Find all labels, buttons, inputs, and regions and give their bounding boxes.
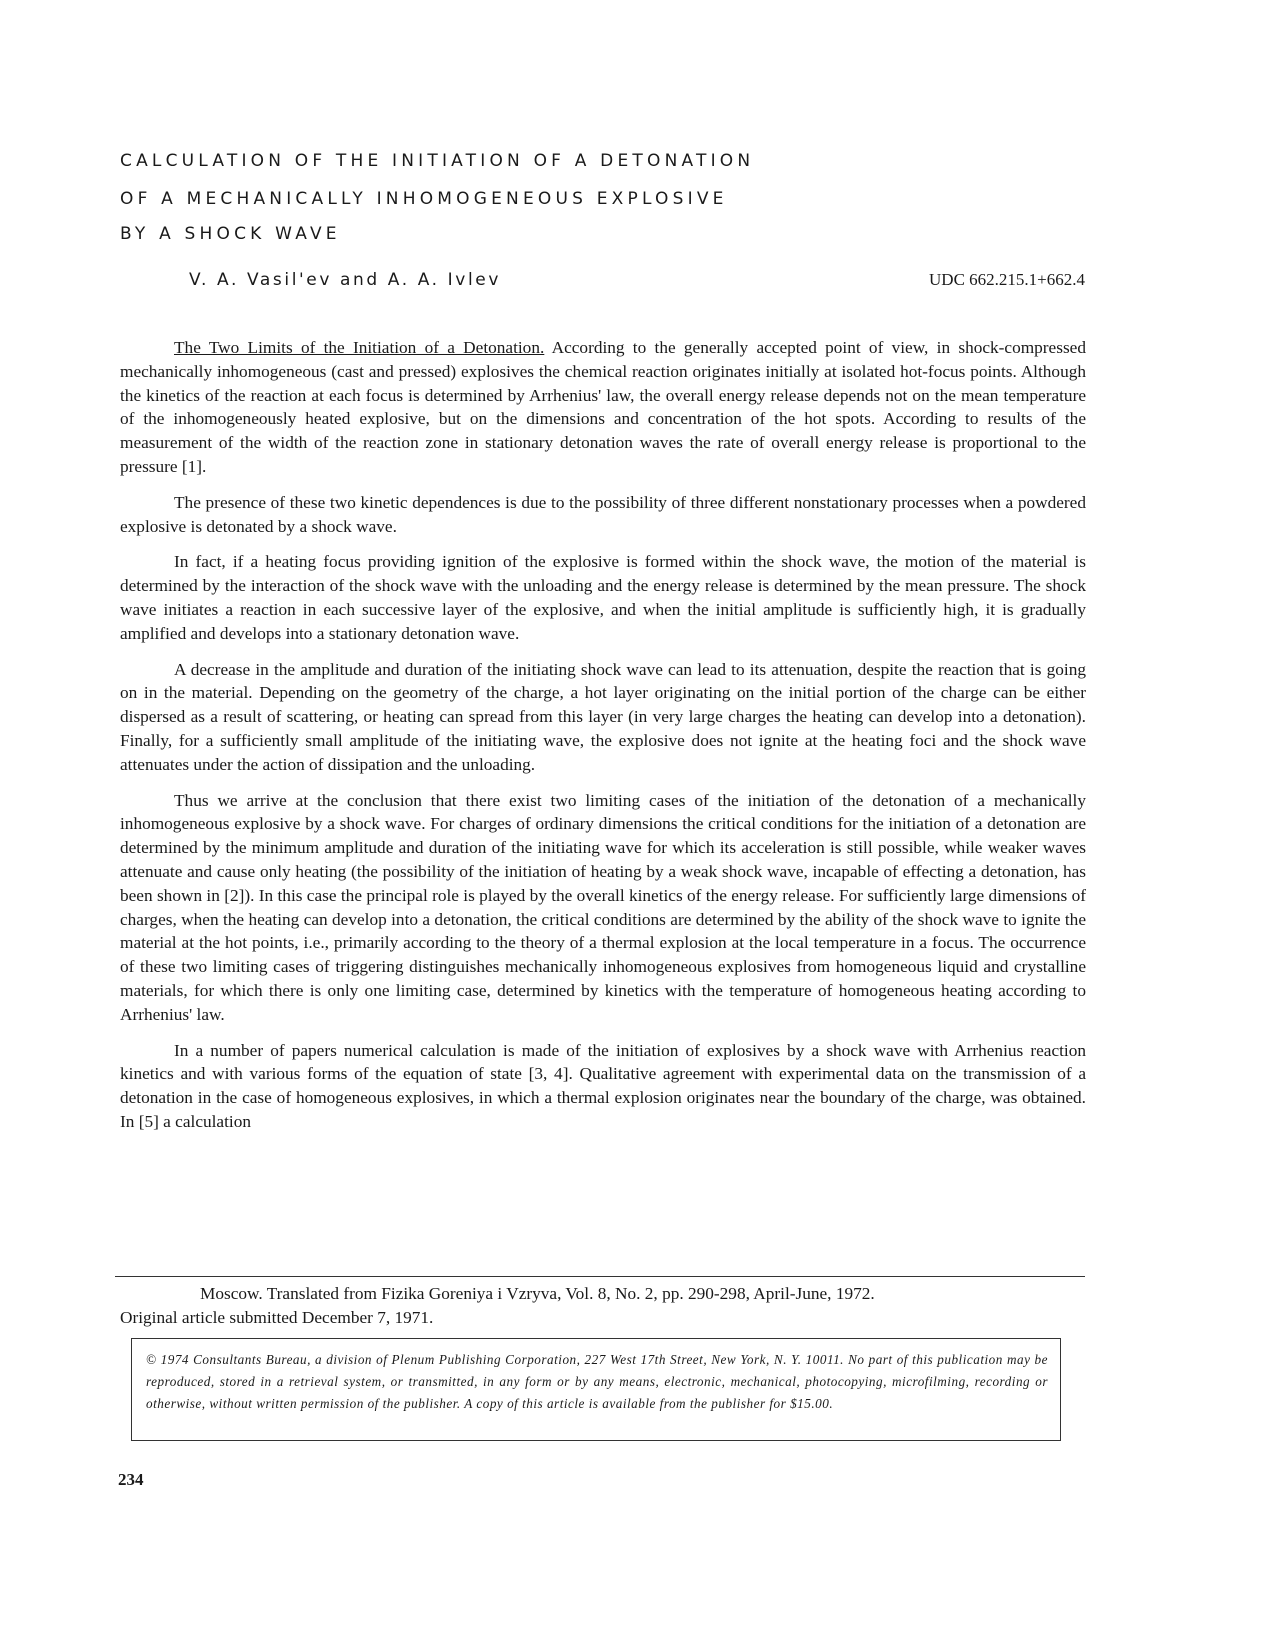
paragraph-6: In a number of papers numerical calculation is made of the initiation of explosives by a shock wave with Arrhenius reaction kinetics and with various forms of the equation of state [3, 4]. Qualitative agreement with experimental data on the transmission of a detonation in the case of homogeneous explosives, in which a thermal explosion originates near the boundary of the charge, was obtained. In [5] a calculation bbox=[120, 1040, 1086, 1131]
title-line-3: BY A SHOCK WAVE bbox=[120, 224, 341, 244]
paragraph-3: In fact, if a heating focus providing ignition of the explosive is formed within the shock wave, the motion of the material is determined by the interaction of the shock wave with the unloading and the energy release is determined by the mean pressure. The shock wave initiates a reaction in each successive layer of the explosive, and when the initial amplitude is sufficiently high, it is gradually amplified and develops into a stationary detonation wave. bbox=[120, 552, 1086, 643]
udc-code: UDC 662.215.1+662.4 bbox=[929, 270, 1085, 289]
copyright-notice: © 1974 Consultants Bureau, a division of Plenum Publishing Corporation, 227 West 17th Street, New York, N. Y. 10011. No part of this publication may be reproduced, stored in a retrieval system, or transmitted, in any form or by any means, electronic, mechanical, photocopying, microfilming, recording or otherwise, without written permission of the publisher. A copy of this article is available from the publisher for $15.00. bbox=[131, 1338, 1061, 1441]
paragraph-5: Thus we arrive at the conclusion that there exist two limiting cases of the initiation of the detonation of a mechanically inhomogeneous explosive by a shock wave. For charges of ordinary dimensions the critical conditions for the initiation of a detonation are determined by the minimum amplitude and duration of the initiating wave for which its acceleration is still possible, while weaker waves attenuate and cause only heating (the possibility of the initiation of heating by a weak shock wave, incapable of effecting a detonation, has been shown in [2]). In this case the principal role is played by the overall kinetics of the energy release. For sufficiently large dimensions of charges, when the heating can develop into a detonation, the critical conditions are determined by the ability of the shock wave to ignite the material at the hot points, i.e., primarily according to the theory of a thermal explosion at the local temperature in a focus. The occurrence of these two limiting cases of triggering distinguishes mechanically inhomogeneous explosives from homogeneous liquid and crystalline materials, for which there is only one limiting case, determined by kinetics with the temperature of homogeneous heating according to Arrhenius' law. bbox=[120, 790, 1086, 1024]
paragraph-2: The presence of these two kinetic dependences is due to the possibility of three different nonstationary processes when a powdered explosive is detonated by a shock wave. bbox=[120, 492, 1086, 536]
title-line-1: CALCULATION OF THE INITIATION OF A DETONATION bbox=[120, 151, 755, 171]
section-heading: The Two Limits of the Initiation of a Detonation. bbox=[174, 338, 545, 357]
article-body bbox=[120, 336, 1086, 1146]
footnote bbox=[120, 1282, 1086, 1329]
footnote-rule bbox=[115, 1276, 1085, 1277]
paragraph-1 bbox=[120, 336, 1086, 479]
paragraph-4: A decrease in the amplitude and duration of the initiating shock wave can lead to its attenuation, despite the reaction that is going on in the material. Depending on the geometry of the charge, a hot layer originating on the initial portion of the charge can be either dispersed as a result of scattering, or heating can spread from this layer (in very large charges the heating can develop into a detonation). Finally, for a sufficiently small amplitude of the initiating wave, the explosive does not ignite at the heating foci and the shock wave attenuates under the action of dissipation and the unloading. bbox=[120, 659, 1086, 774]
authors: V. A. Vasil'ev and A. A. Ivlev bbox=[189, 270, 501, 290]
footnote-line-1: Moscow. Translated from Fizika Goreniya i Vzryva, Vol. 8, No. 2, pp. 290-298, April-June, 1972. bbox=[200, 1284, 875, 1303]
paragraph-1-text: According to the generally accepted point of view, in shock-compressed mechanically inhomogeneous (cast and pressed) explosives the chemical reaction originates initially at isolated hot-focus points. Although the kinetics of the reaction at each focus is determined by Arrhenius' law, the overall energy release depends not on the mean temperature of the inhomogeneously heated explosive, but on the dimensions and concentration of the hot spots. According to results of the measurement of the width of the reaction zone in stationary detonation waves the rate of overall energy release is proportional to the pressure [1]. bbox=[120, 338, 1086, 476]
page-number: 234 bbox=[118, 1470, 144, 1489]
footnote-line-2: Original article submitted December 7, 1971. bbox=[120, 1307, 434, 1327]
title-line-2: OF A MECHANICALLY INHOMOGENEOUS EXPLOSIVE bbox=[120, 189, 728, 209]
